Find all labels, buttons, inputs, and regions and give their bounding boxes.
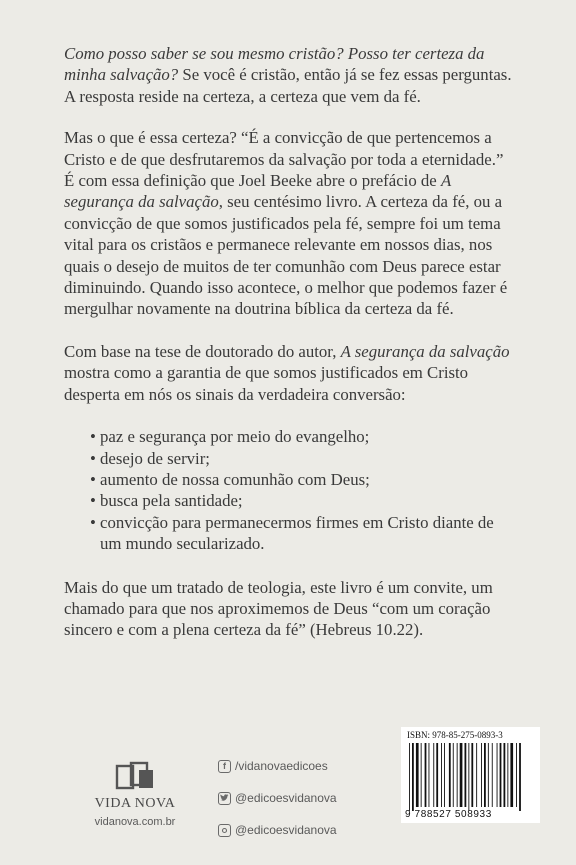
vida-nova-logo-icon xyxy=(112,760,158,794)
twitter-icon xyxy=(218,792,231,805)
facebook-link[interactable] xyxy=(218,759,337,773)
intro-paragraph xyxy=(64,43,516,107)
book-title: A segurança da salvação xyxy=(64,171,451,212)
intro-rest: Se você é cristão, então já se fez essas perguntas. A resposta reside na certeza, a certeza que vem da fé. xyxy=(64,65,512,106)
list-item: • paz e segurança por meio do evangelho; xyxy=(90,426,516,447)
isbn-barcode xyxy=(401,727,540,823)
list-item: • desejo de servir; xyxy=(90,448,516,469)
publisher-logo xyxy=(90,760,180,828)
instagram-handle: @edicoesvidanova xyxy=(235,823,337,837)
social-links xyxy=(218,759,337,855)
publisher-name: VIDA NOVA xyxy=(94,796,176,811)
isbn-text: ISBN: 978-85-275-0893-3 xyxy=(407,730,503,740)
thesis-text-a: Com base na tese de doutorado do autor, xyxy=(64,341,341,361)
book-title: A segurança da salvação xyxy=(340,341,510,361)
definition-text-a: Mas o que é essa certeza? “É a convicção de que pertencemos a Cristo e de que desfrutaremos da salvação por toda a eternidade.” É com essa definição que Joel Beeke abre o prefácio de xyxy=(64,128,504,191)
barcode-icon xyxy=(407,743,535,811)
signs-list xyxy=(64,426,516,554)
cover-footer xyxy=(0,720,576,865)
list-item: • busca pela santidade; xyxy=(90,490,516,511)
list-item: • aumento de nossa comunhão com Deus; xyxy=(90,469,516,490)
closing-paragraph: Mais do que um tratado de teologia, este livro é um convite, um chamado para que nos aproximemos de Deus “com um coração sincero e com a plena certeza da fé” (Hebreus 10.22). xyxy=(64,577,493,640)
barcode-digits: 9 788527 508933 xyxy=(405,809,492,820)
thesis-paragraph xyxy=(64,341,516,405)
definition-text-b: , seu centésimo livro. A certeza da fé, ou a convicção de que somos justificados pela fé, sempre foi um tema vital para os cristãos e permanece relevante em nossos dias, nos quais o desejo de muitos de ter comunhão com Deus parece estar diminuindo. Quando isso acontece, o melhor que podemos fazer é mergulhar novamente na doutrina bíblica da certeza da fé. xyxy=(64,192,508,319)
instagram-link[interactable] xyxy=(218,823,337,837)
facebook-icon: f xyxy=(218,760,231,773)
instagram-icon xyxy=(218,824,231,837)
facebook-handle: /vidanovaedicoes xyxy=(235,759,328,773)
publisher-url[interactable]: vidanova.com.br xyxy=(94,816,176,828)
twitter-handle: @edicoesvidanova xyxy=(235,791,337,805)
twitter-link[interactable] xyxy=(218,791,337,805)
list-item: • convicção para permanecermos firmes em Cristo diante de um mundo secularizado. xyxy=(90,512,516,555)
definition-paragraph xyxy=(64,127,516,320)
intro-question: Como posso saber se sou mesmo cristão? Posso ter certeza da minha salvação? xyxy=(64,44,485,85)
thesis-text-b: mostra como a garantia de que somos justificados em Cristo desperta em nós os sinais da verdadeira conversão: xyxy=(64,363,469,404)
back-cover-text xyxy=(64,43,516,662)
